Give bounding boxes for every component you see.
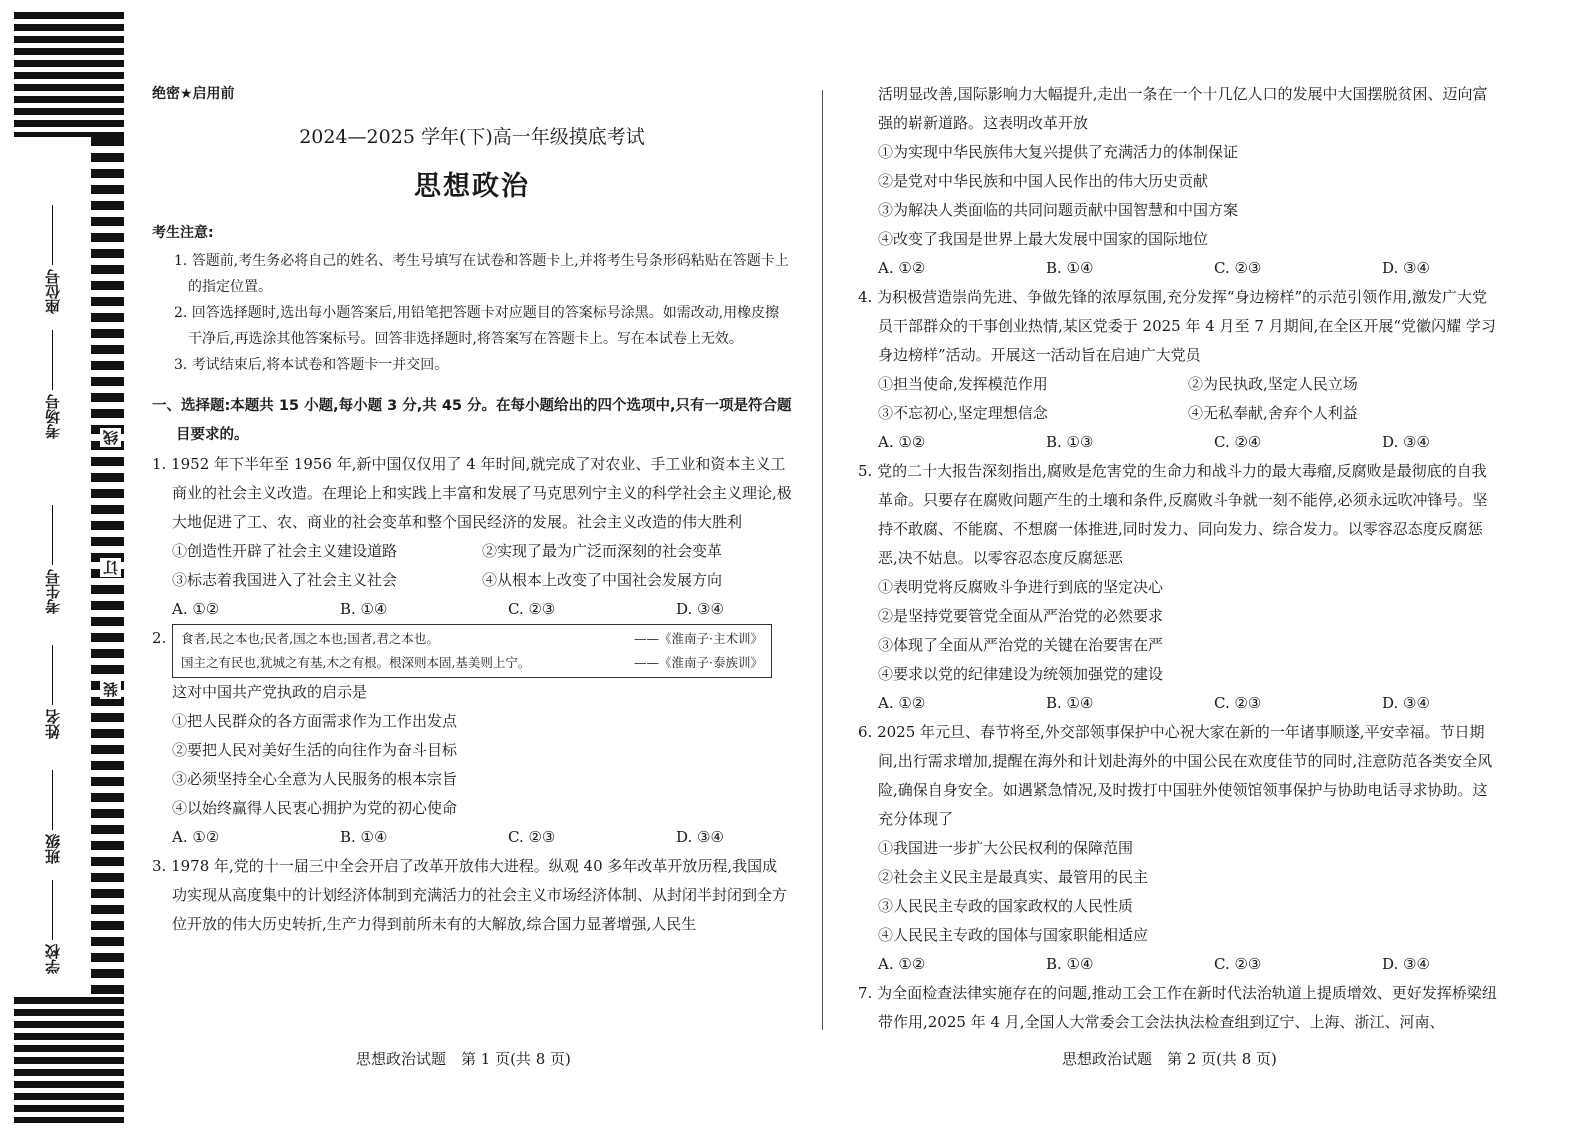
question-1-options — [152, 566, 792, 595]
option: ①为实现中华民族伟大复兴提供了充满活力的体制保证 — [878, 143, 1239, 161]
answer-choice: D. ③④ — [676, 828, 724, 846]
page-footer-left: 思想政治试题 第 1 页(共 8 页) — [356, 1050, 571, 1068]
question-4-answers — [858, 428, 1498, 457]
right-column — [858, 80, 1498, 1037]
quote-source: ——《淮南子·泰族训》 — [634, 655, 763, 670]
option: ①创造性开辟了社会主义建设道路 — [172, 542, 398, 560]
option: ④人民民主专政的国体与国家职能相适应 — [878, 926, 1149, 944]
answer-choice: B. ①④ — [340, 600, 388, 618]
answer-choice: D. ③④ — [1382, 694, 1430, 712]
answer-choice: C. ②③ — [1214, 259, 1262, 277]
option: ②为民执政,坚定人民立场 — [1188, 375, 1358, 393]
answer-choice: A. ①② — [172, 600, 220, 618]
bind-char-line: 线 — [102, 430, 120, 445]
label-candidate-no: 考生号 — [42, 505, 63, 614]
answer-choice: A. ①② — [172, 828, 220, 846]
option: ②实现了最为广泛而深刻的社会变革 — [482, 542, 723, 560]
question-3-answers — [858, 254, 1498, 283]
question-4-options — [858, 370, 1498, 399]
question-1-answers — [152, 595, 792, 624]
option: ③不忘初心,坚定理想信念 — [878, 404, 1048, 422]
answer-choice: B. ①④ — [1046, 694, 1094, 712]
confidential-mark: 绝密★启用前 — [152, 86, 235, 102]
bind-char-order: 订 — [102, 560, 120, 575]
barcode-stripes-bottom — [14, 997, 124, 1123]
option: ④无私奉献,舍弃个人利益 — [1188, 404, 1358, 422]
quote-text: 国主之有民也,犹城之有基,木之有根。根深则本固,基美则上宁。 — [181, 655, 531, 670]
notice-item: 2. 回答选择题时,选出每小题答案后,用铅笔把答题卡对应题目的答案标号涂黑。如需改动,用橡皮擦干净后,再选涂其他答案标号。回答非选择题时,将答案写在答题卡上。写在本试卷上无效。 — [174, 305, 780, 347]
answer-choice: C. ②③ — [508, 828, 556, 846]
answer-choice: D. ③④ — [1382, 433, 1430, 451]
option: ④以始终赢得人民衷心拥护为党的初心使命 — [172, 799, 458, 817]
question-3-stem: 3. 1978 年,党的十一届三中全会开启了改革开放伟大进程。纵观 40 多年改革开放历程,我国成功实现从高度集中的计划经济体制到充满活力的社会主义市场经济体制、从封闭半封闭到全方位开放的伟大历史转折,生产力得到前所未有的大解放,综合国力显著增强,人民生 — [152, 857, 788, 933]
notice-heading: 考生注意: — [152, 225, 214, 241]
answer-choice: B. ①④ — [1046, 955, 1094, 973]
question-5-stem: 5. 党的二十大报告深刻指出,腐败是危害党的生命力和战斗力的最大毒瘤,反腐败是最彻底的自我革命。只要存在腐败问题产生的土壤和条件,反腐败斗争就一刻不能停,必须永远吹冲锋号。坚持不敢腐、不能腐、不想腐一体推进,同时发力、同向发力、综合发力。以零容忍态度反腐惩恶,决不姑息。以零容忍态度反腐惩恶 — [858, 462, 1488, 567]
label-school: 学校 — [42, 880, 63, 974]
quote-source: ——《淮南子·主术训》 — [634, 631, 763, 646]
option: ②社会主义民主是最真实、最管用的民主 — [878, 868, 1149, 886]
left-column — [152, 80, 792, 939]
option: ③标志着我国进入了社会主义社会 — [172, 571, 398, 589]
option: ③人民民主专政的国家政权的人民性质 — [878, 897, 1134, 915]
option: ②是坚持党要管党全面从严治党的必然要求 — [878, 607, 1164, 625]
question-4-stem: 4. 为积极营造崇尚先进、争做先锋的浓厚氛围,充分发挥“身边榜样”的示范引领作用,激发广大党员干部群众的干事创业热情,某区党委于 2025 年 4 月至 7 月期间,在全区开展“党徽闪耀 学习身边榜样”活动。开展这一活动旨在启迪广大党员 — [858, 288, 1496, 364]
option: ①表明党将反腐败斗争进行到底的坚定决心 — [878, 578, 1164, 596]
notice-item: 1. 答题前,考生务必将自己的姓名、考生号填写在试卷和答题卡上,并将考生号条形码粘贴在答题卡上的指定位置。 — [174, 253, 789, 295]
question-2 — [152, 624, 792, 678]
answer-choice: B. ①④ — [340, 828, 388, 846]
answer-choice: D. ③④ — [1382, 259, 1430, 277]
question-2-number: 2. — [152, 629, 167, 647]
exam-title: 2024—2025 学年(下)高一年级摸底考试 — [299, 126, 645, 148]
option: ③体现了全面从严治党的关键在治要害在严 — [878, 636, 1164, 654]
barcode-stripes-top — [14, 12, 124, 137]
question-1-options — [152, 537, 792, 566]
answer-choice: C. ②③ — [1214, 694, 1262, 712]
question-6-stem: 6. 2025 年元旦、春节将至,外交部领事保护中心祝大家在新的一年诸事顺遂,平安幸福。节日期间,出行需求增加,提醒在海外和计划赴海外的中国公民在欢度佳节的同时,注意防范各类安全风险,确保自身安全。如遇紧急情况,及时拨打中国驻外使领馆领事保护与协助电话寻求协助。这充分体现了 — [858, 723, 1493, 828]
option: ②要把人民对美好生活的向往作为奋斗目标 — [172, 741, 458, 759]
label-class: 班级 — [42, 770, 63, 864]
section-heading: 一、选择题:本题共 15 小题,每小题 3 分,共 45 分。在每小题给出的四个选项中,只有一项是符合题目要求的。 — [152, 398, 792, 443]
binding-margin — [0, 0, 140, 1138]
answer-choice: C. ②④ — [1214, 433, 1262, 451]
question-2-stem: 这对中国共产党执政的启示是 — [172, 683, 368, 701]
question-7-stem: 7. 为全面检查法律实施存在的问题,推动工会工作在新时代法治轨道上提质增效、更好发挥桥梁纽带作用,2025 年 4 月,全国人大常委会工会法执法检查组到辽宁、上海、浙江、河南、 — [858, 984, 1497, 1031]
answer-choice: B. ①③ — [1046, 433, 1094, 451]
question-6-answers — [858, 950, 1498, 979]
question-3-stem-continued: 活明显改善,国际影响力大幅提升,走出一条在一个十几亿人口的发展中大国摆脱贫困、迈向富强的崭新道路。这表明改革开放 — [878, 85, 1488, 132]
answer-choice: D. ③④ — [676, 600, 724, 618]
question-5-answers — [858, 689, 1498, 718]
option: ③为解决人类面临的共同问题贡献中国智慧和中国方案 — [878, 201, 1239, 219]
notice-item: 3. 考试结束后,将本试卷和答题卡一并交回。 — [174, 357, 449, 373]
option: ④要求以党的纪律建设为统领加强党的建设 — [878, 665, 1164, 683]
option: ①担当使命,发挥模范作用 — [878, 375, 1048, 393]
option: ④从根本上改变了中国社会发展方向 — [482, 571, 723, 589]
answer-choice: C. ②③ — [508, 600, 556, 618]
answer-choice: A. ①② — [878, 433, 926, 451]
column-divider — [822, 90, 823, 1030]
answer-choice: D. ③④ — [1382, 955, 1430, 973]
subject-title: 思想政治 — [414, 171, 530, 202]
question-4-options — [858, 399, 1498, 428]
question-2-answers — [152, 823, 792, 852]
option: ①把人民群众的各方面需求作为工作出发点 — [172, 712, 458, 730]
answer-choice: C. ②③ — [1214, 955, 1262, 973]
label-seat: 座位号 — [42, 205, 63, 314]
option: ④改变了我国是世界上最大发展中国家的国际地位 — [878, 230, 1209, 248]
label-room: 考场号 — [42, 330, 63, 439]
answer-choice: A. ①② — [878, 955, 926, 973]
page-footer-right: 思想政治试题 第 2 页(共 8 页) — [1062, 1050, 1277, 1068]
option: ③必须坚持全心全意为人民服务的根本宗旨 — [172, 770, 458, 788]
answer-choice: A. ①② — [878, 694, 926, 712]
answer-choice: A. ①② — [878, 259, 926, 277]
label-name: 姓名 — [42, 645, 63, 739]
quote-text: 食者,民之本也;民者,国之本也;国者,君之本也。 — [181, 631, 439, 646]
quote-box — [172, 624, 772, 678]
option: ①我国进一步扩大公民权利的保障范围 — [878, 839, 1134, 857]
answer-choice: B. ①④ — [1046, 259, 1094, 277]
bind-char-bind: 装 — [102, 682, 120, 697]
option: ②是党对中华民族和中国人民作出的伟大历史贡献 — [878, 172, 1209, 190]
question-1-stem: 1. 1952 年下半年至 1956 年,新中国仅仅用了 4 年时间,就完成了对农业、手工业和资本主义工商业的社会主义改造。在理论上和实践上丰富和发展了马克思列宁主义的科学社会主义理论,极大地促进了工、农、商业的社会变革和整个国民经济的发展。社会主义改造的伟大胜利 — [152, 455, 792, 531]
